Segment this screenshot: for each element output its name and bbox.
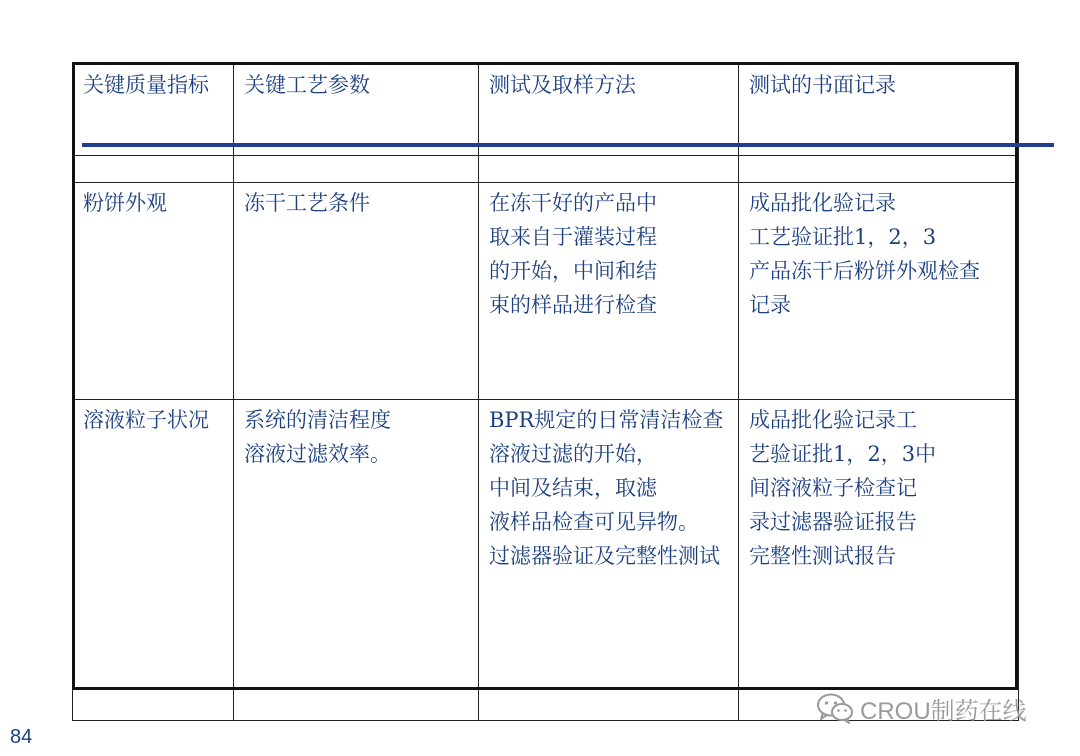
cell-line: 溶液过滤效率。 (244, 442, 391, 466)
header-cell-cqa (73, 63, 234, 156)
cell-line: 记录 (749, 293, 791, 317)
quality-table (72, 62, 1019, 721)
table-row (73, 183, 1019, 400)
cell-line: 冻干工艺条件 (244, 191, 370, 215)
table-spacer-row (73, 156, 1019, 183)
table-cell (479, 183, 739, 400)
cell-line: 束的样品进行检查 (489, 293, 657, 317)
table-cell (479, 400, 739, 721)
table-cell (739, 183, 1019, 400)
cell-line: 艺验证批1，2，3中 (749, 442, 937, 466)
header-text: 关键工艺参数 (244, 73, 370, 97)
table-row (73, 400, 1019, 721)
cell-line: 取来自于灌装过程 (489, 225, 657, 249)
cell-line: 产品冻干后粉饼外观检查 (749, 259, 980, 283)
header-cell-method (479, 63, 739, 156)
header-text: 关键质量指标 (83, 73, 209, 97)
cell-line: 粉饼外观 (83, 191, 167, 215)
cell-line: 完整性测试报告 (749, 544, 896, 568)
table-cell (234, 400, 479, 721)
table-cell (234, 183, 479, 400)
cell-line: 溶液过滤的开始， (489, 442, 657, 466)
cell-line: 液样品检查可见异物。 (489, 510, 699, 534)
cell-line: 系统的清洁程度 (244, 408, 391, 432)
table-cell (73, 400, 234, 721)
page-number: 84 (10, 726, 33, 748)
header-text: 测试的书面记录 (749, 73, 896, 97)
cell-line: 的开始，中间和结 (489, 259, 657, 283)
header-text: 测试及取样方法 (489, 73, 636, 97)
watermark (816, 691, 1027, 725)
cell-line: 过滤器验证及完整性测试 (489, 544, 720, 568)
cell-line: 间溶液粒子检查记 (749, 476, 917, 500)
table-cell (73, 183, 234, 400)
cell-line: 中间及结束，取滤 (489, 476, 657, 500)
table-header-row (73, 63, 1019, 156)
cell-line: 工艺验证批1，2，3 (749, 225, 937, 249)
table-cell (739, 400, 1019, 721)
cell-line: 溶液粒子状况 (83, 408, 209, 432)
wechat-icon (816, 692, 854, 724)
watermark-text: CROU制药在线 (860, 697, 1027, 725)
cell-line: 成品批化验记录 (749, 191, 896, 215)
header-cell-cpp (234, 63, 479, 156)
header-divider-rule (82, 143, 1054, 147)
cell-line: 成品批化验记录工 (749, 408, 917, 432)
cell-line: 在冻干好的产品中 (489, 191, 657, 215)
cell-line: 录过滤器验证报告 (749, 510, 917, 534)
header-cell-record (739, 63, 1019, 156)
cell-line: BPR规定的日常清洁检查 (489, 408, 724, 432)
